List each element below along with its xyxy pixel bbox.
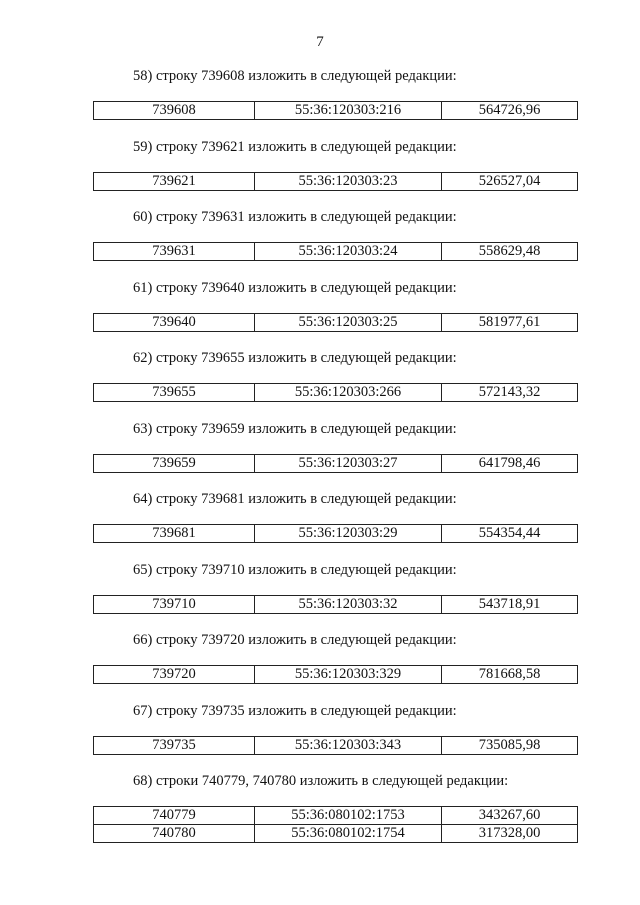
amendment-table: [93, 665, 578, 684]
amendment-table: [93, 736, 578, 755]
cadastral-number-cell: 55:36:080102:1754: [255, 825, 442, 843]
amendment-table: [93, 595, 578, 614]
table-row: [94, 666, 578, 684]
amendment-table: [93, 101, 578, 120]
value-cell: 564726,96: [442, 102, 578, 120]
row-number-cell: 739655: [94, 384, 255, 402]
row-number-cell: 739735: [94, 736, 255, 754]
page-number: 7: [316, 34, 324, 50]
table-row: [94, 807, 578, 825]
amendment-instruction: 58) строку 739608 изложить в следующей редакции:: [133, 68, 457, 84]
amendment-instruction: 65) строку 739710 изложить в следующей редакции:: [133, 561, 457, 578]
amendment-instruction: 60) строку 739631 изложить в следующей редакции:: [133, 209, 457, 225]
row-number-cell: 739681: [94, 525, 255, 543]
table-row: [94, 102, 578, 120]
value-cell: 343267,60: [442, 807, 578, 825]
amendment-table: [93, 524, 578, 543]
table-row: [94, 243, 578, 261]
amendment-table: [93, 172, 578, 191]
value-cell: 581977,61: [442, 313, 578, 331]
cadastral-number-cell: 55:36:120303:24: [255, 243, 442, 261]
amendment-table: [93, 806, 578, 843]
amendment-instruction: 68) строки 740779, 740780 изложить в следующей редакции:: [133, 773, 509, 789]
amendment-instruction: 61) строку 739640 изложить в следующей редакции:: [133, 279, 457, 296]
value-cell: 735085,98: [442, 736, 578, 754]
value-cell: 558629,48: [442, 243, 578, 261]
value-cell: 526527,04: [442, 172, 578, 190]
cadastral-number-cell: 55:36:120303:29: [255, 525, 442, 543]
table-row: [94, 384, 578, 402]
amendment-table: [93, 454, 578, 473]
amendment-instruction: 63) строку 739659 изложить в следующей редакции:: [133, 420, 457, 437]
row-number-cell: 739720: [94, 666, 255, 684]
row-number-cell: 739621: [94, 172, 255, 190]
table-row: [94, 313, 578, 331]
table-row: [94, 454, 578, 472]
row-number-cell: 739640: [94, 313, 255, 331]
amendment-instruction: 64) строку 739681 изложить в следующей редакции:: [133, 491, 457, 507]
table-row: [94, 172, 578, 190]
row-number-cell: 739608: [94, 102, 255, 120]
amendment-table: [93, 313, 578, 332]
cadastral-number-cell: 55:36:080102:1753: [255, 807, 442, 825]
cadastral-number-cell: 55:36:120303:23: [255, 172, 442, 190]
value-cell: 641798,46: [442, 454, 578, 472]
row-number-cell: 739631: [94, 243, 255, 261]
cadastral-number-cell: 55:36:120303:343: [255, 736, 442, 754]
amendment-instruction: 66) строку 739720 изложить в следующей редакции:: [133, 632, 457, 648]
amendment-table: [93, 383, 578, 402]
value-cell: 543718,91: [442, 595, 578, 613]
cadastral-number-cell: 55:36:120303:216: [255, 102, 442, 120]
row-number-cell: 740779: [94, 807, 255, 825]
amendment-table: [93, 242, 578, 261]
amendment-instruction: 67) строку 739735 изложить в следующей редакции:: [133, 702, 457, 719]
cadastral-number-cell: 55:36:120303:27: [255, 454, 442, 472]
amendment-instruction: 59) строку 739621 изложить в следующей редакции:: [133, 138, 457, 155]
value-cell: 572143,32: [442, 384, 578, 402]
value-cell: 781668,58: [442, 666, 578, 684]
table-row: [94, 825, 578, 843]
row-number-cell: 739659: [94, 454, 255, 472]
value-cell: 317328,00: [442, 825, 578, 843]
row-number-cell: 739710: [94, 595, 255, 613]
table-row: [94, 736, 578, 754]
cadastral-number-cell: 55:36:120303:32: [255, 595, 442, 613]
cadastral-number-cell: 55:36:120303:266: [255, 384, 442, 402]
amendment-instruction: 62) строку 739655 изложить в следующей редакции:: [133, 350, 457, 366]
value-cell: 554354,44: [442, 525, 578, 543]
table-row: [94, 525, 578, 543]
cadastral-number-cell: 55:36:120303:25: [255, 313, 442, 331]
cadastral-number-cell: 55:36:120303:329: [255, 666, 442, 684]
table-row: [94, 595, 578, 613]
row-number-cell: 740780: [94, 825, 255, 843]
